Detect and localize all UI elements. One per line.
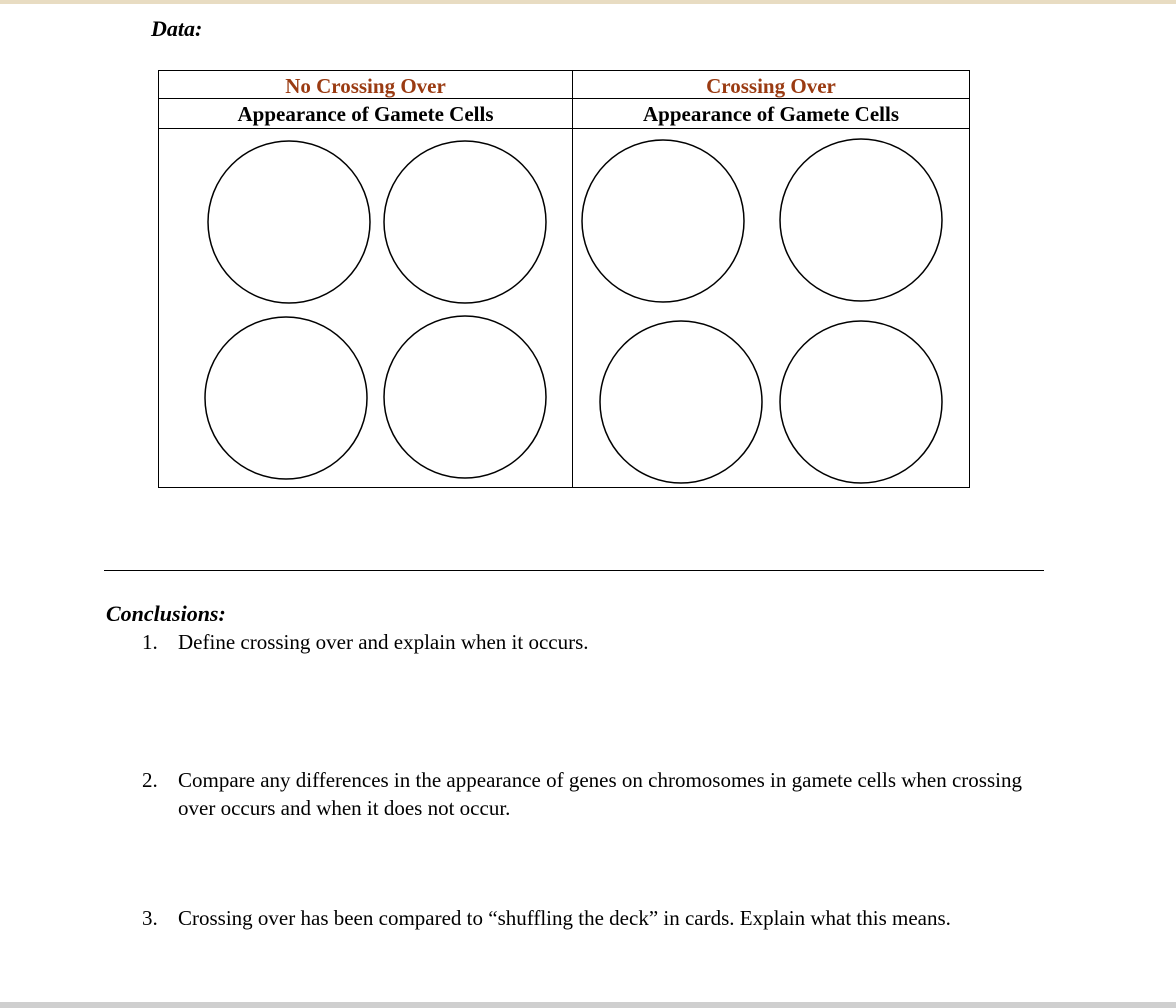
question-2 <box>142 766 1022 822</box>
conclusions-heading: Conclusions: <box>106 601 226 626</box>
no-crossing-over-title: No Crossing Over <box>159 71 572 99</box>
gamete-table <box>158 70 970 488</box>
bottom-rule <box>0 1002 1176 1008</box>
question-text: Define crossing over and explain when it occurs. <box>178 630 589 654</box>
crossing-over-title: Crossing Over <box>573 71 969 99</box>
gamete-cell-circle <box>780 139 942 301</box>
gamete-cell-circle <box>205 317 367 479</box>
gamete-cell-circle <box>600 321 762 483</box>
question-text: Compare any differences in the appearance of genes on chromosomes in gamete cells when crossing over occurs and when it does not occur. <box>178 768 1022 820</box>
gamete-circles <box>159 71 971 489</box>
question-text: Crossing over has been compared to “shuffling the deck” in cards. Explain what this means. <box>178 906 951 930</box>
question-number: 3. <box>142 906 158 930</box>
gamete-cell-circle <box>384 316 546 478</box>
question-number: 2. <box>142 768 158 792</box>
question-number: 1. <box>142 630 158 654</box>
gamete-cell-circle <box>582 140 744 302</box>
question-1 <box>142 628 1022 656</box>
data-heading: Data: <box>151 16 203 41</box>
no-crossing-over-subtitle: Appearance of Gamete Cells <box>159 99 572 129</box>
top-rule <box>0 0 1176 4</box>
section-divider <box>104 570 1044 571</box>
gamete-cell-circle <box>208 141 370 303</box>
gamete-cell-circle <box>780 321 942 483</box>
question-3 <box>142 904 1022 932</box>
gamete-cell-circle <box>384 141 546 303</box>
crossing-over-subtitle: Appearance of Gamete Cells <box>573 99 969 129</box>
